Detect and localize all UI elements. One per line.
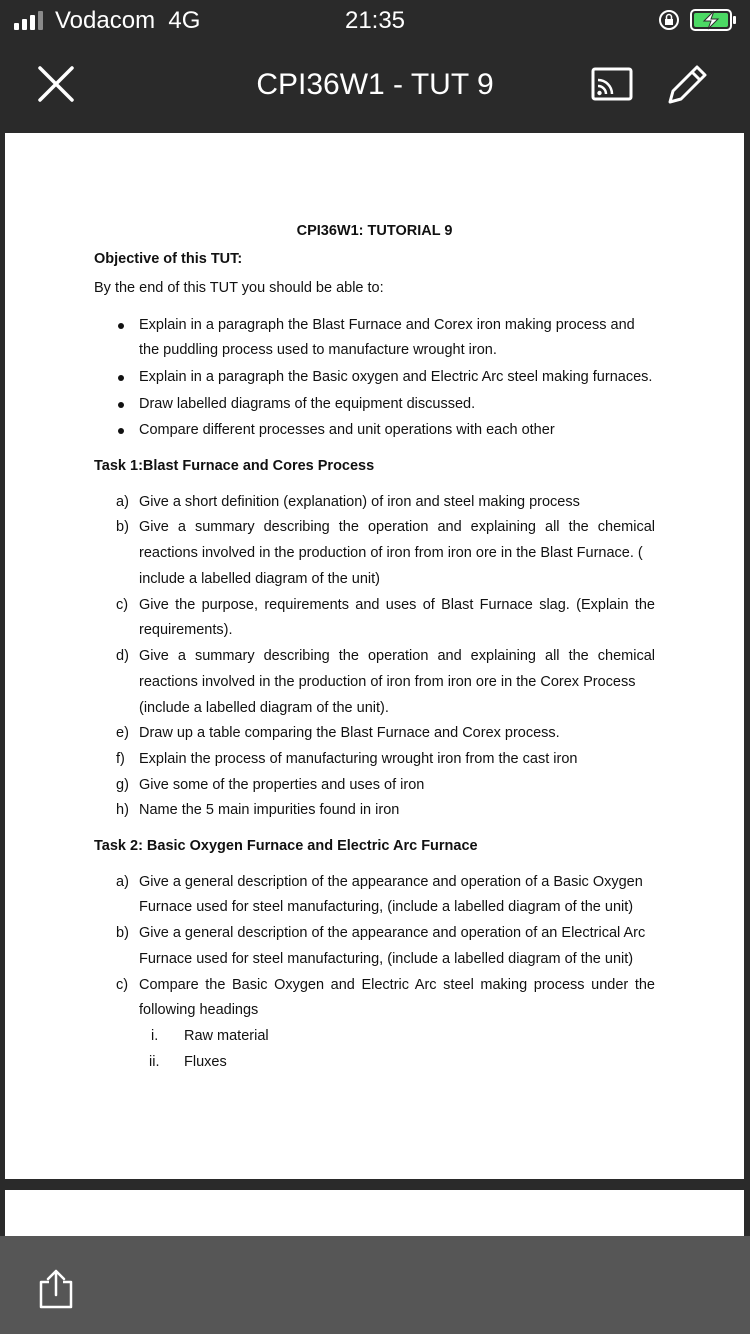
item-marker: b) [116,925,129,941]
item-marker: a) [116,494,129,510]
list-item-continued: Furnace used for steel manufacturing, (include a labelled diagram of the unit) [139,951,634,967]
network-type: 4G [168,7,201,34]
document-page [5,133,744,1179]
carrier-name: Vodacom [55,7,156,34]
item-marker: h) [116,802,129,818]
list-item-continued: following headings [139,1002,259,1018]
task1-heading: Task 1:Blast Furnace and Cores Process [94,458,375,474]
item-marker: b) [116,519,129,535]
list-item: Compare the Basic Oxygen and Electric Arc steel making process under the [139,977,655,993]
list-item-continued: requirements). [139,622,233,638]
list-item: Name the 5 main impurities found in iron [139,802,400,818]
list-item: Compare different processes and unit operations with each other [139,422,555,438]
list-item: Give a short definition (explanation) of iron and steel making process [139,494,580,510]
bullet [118,375,124,381]
list-item-continued: include a labelled diagram of the unit) [139,571,381,587]
item-marker: d) [116,648,129,664]
item-marker: c) [116,977,129,993]
list-item-continued: reactions involved in the production of iron from iron ore in the Blast Furnace. ( [139,545,643,561]
item-marker: e) [116,725,129,741]
cast-icon[interactable] [590,66,634,102]
subitem-marker: ii. [149,1054,160,1070]
share-icon[interactable] [36,1268,76,1310]
edit-pencil-icon[interactable] [664,62,710,108]
subitem: Fluxes [184,1054,227,1070]
nav-bar [0,42,750,130]
subitem: Raw material [184,1028,269,1044]
list-item-continued: reactions involved in the production of iron from iron ore in the Corex Process [139,674,636,690]
list-item-continued: (include a labelled diagram of the unit). [139,700,389,716]
list-item: Draw up a table comparing the Blast Furnace and Corex process. [139,725,560,741]
task2-heading: Task 2: Basic Oxygen Furnace and Electric Arc Furnace [94,838,478,854]
document-title: CPI36W1 - TUT 9 [256,68,494,101]
list-item: Explain the process of manufacturing wrought iron from the cast iron [139,751,578,767]
item-marker: g) [116,777,129,793]
battery-charging-icon [690,8,738,32]
clock: 21:35 [344,7,406,34]
bottom-toolbar [0,1236,750,1334]
list-item: Give a summary describing the operation and explaining all the chemical [139,519,655,535]
status-bar [0,0,750,40]
subitem-marker: i. [151,1028,159,1044]
item-marker: f) [116,751,125,767]
item-marker: c) [116,597,129,613]
objective-heading: Objective of this TUT: [94,251,243,267]
bullet [118,323,124,329]
list-item-continued: Furnace used for steel manufacturing, (include a labelled diagram of the unit) [139,899,634,915]
bullet [118,428,124,434]
list-item: Give a general description of the appearance and operation of a Basic Oxygen [139,874,643,890]
item-marker: a) [116,874,129,890]
bullet [118,402,124,408]
list-item: Give a summary describing the operation and explaining all the chemical [139,648,655,664]
close-icon[interactable] [36,64,76,104]
intro-text: By the end of this TUT you should be able to: [94,280,384,296]
orientation-lock-icon [658,9,680,31]
list-item-continued: the puddling process used to manufacture wrought iron. [139,342,497,358]
list-item: Draw labelled diagrams of the equipment discussed. [139,396,476,412]
list-item: Explain in a paragraph the Basic oxygen and Electric Arc steel making furnaces. [139,369,653,385]
tutorial-title: CPI36W1: TUTORIAL 9 [296,223,453,239]
list-item: Explain in a paragraph the Blast Furnace and Corex iron making process and [139,317,635,333]
list-item: Give the purpose, requirements and uses of Blast Furnace slag. (Explain the [139,597,655,613]
list-item: Give some of the properties and uses of iron [139,777,425,793]
list-item: Give a general description of the appearance and operation of an Electrical Arc [139,925,646,941]
